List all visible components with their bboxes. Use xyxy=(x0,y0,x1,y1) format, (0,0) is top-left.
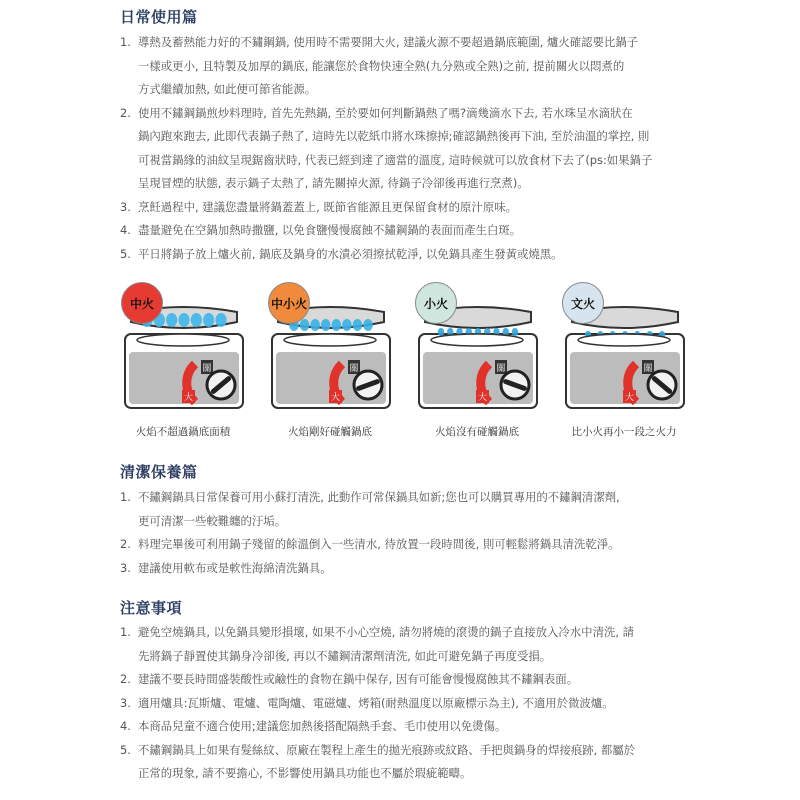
flame-level-badge: 文火 xyxy=(562,282,604,324)
item-text-line: 使用不鏽鋼鍋煎炒料理時, 首先先熱鍋, 至於要如何判斷鍋熱了嗎?滴幾滴水下去, 若水珠呈水滴狀在 xyxy=(138,105,633,120)
flame-caption: 火焰剛好碰觸鍋底 xyxy=(288,426,372,438)
item-number: 4. xyxy=(120,719,131,733)
flame-panel-simmer xyxy=(558,282,690,442)
item-text-line: 避免空燒鍋具, 以免鍋具變形損壞, 如果不小心空燒, 請勿將燒的滾燙的鍋子直接放入冷水中清洗, 請 xyxy=(138,625,634,639)
item-text-line: 不鏽鋼鍋具上如果有髮絲紋、原廠在製程上產生的拋光痕跡或紋路、手把與鍋身的焊接痕跡, 都屬於 xyxy=(138,742,636,757)
section-title-notes: 注意事項 xyxy=(120,599,183,617)
flame-caption: 比小火再小一段之火力 xyxy=(571,426,677,438)
flame-level-diagrams xyxy=(117,282,697,442)
knob-high-label: 大 xyxy=(477,393,488,403)
knob-high-label: 大 xyxy=(624,393,635,403)
item-number: 2. xyxy=(120,105,131,120)
list-item xyxy=(120,668,700,692)
flame-mark xyxy=(215,313,226,327)
item-text-line: 料理完畢後可利用鍋子殘留的餘溫倒入一些清水, 待放置一段時間後, 則可輕鬆將鍋具清洗乾淨。 xyxy=(138,537,620,551)
list-item xyxy=(120,219,700,243)
flame-mark xyxy=(512,328,518,336)
item-text-line: 烹飪過程中, 建議您盡量將鍋蓋蓋上, 既節省能源且更保留食材的原汁原味。 xyxy=(138,199,517,214)
flame-mark xyxy=(310,319,320,331)
daily-list xyxy=(120,31,700,266)
list-item xyxy=(120,486,700,533)
burner-ring xyxy=(284,334,376,346)
knob-off-label: 關 xyxy=(202,364,212,374)
burner-ring xyxy=(578,334,670,346)
flame-panel-medium-low xyxy=(264,282,396,442)
item-number: 2. xyxy=(120,672,131,686)
flame-caption: 火焰不超過鍋底面積 xyxy=(135,426,231,438)
item-number: 1. xyxy=(120,625,131,639)
item-number: 1. xyxy=(120,35,131,49)
item-text-line: 盡量避免在空鍋加熱時撒鹽, 以免食鹽慢慢腐蝕不鏽鋼鍋的表面而產生白斑。 xyxy=(138,223,522,237)
item-text-line: 建議使用軟布或是軟性海綿清洗鍋具。 xyxy=(138,560,332,575)
flame-mark xyxy=(300,319,310,331)
flame-mark xyxy=(331,319,341,331)
item-number: 3. xyxy=(120,695,131,710)
section-title-cleaning: 清潔保養篇 xyxy=(120,463,198,481)
item-text-line: 導熱及蓄熱能力好的不鏽鋼鍋, 使用時不需要開大火, 建議火源不要超過鍋底範圍, 爐火確認要比鍋子 xyxy=(138,35,639,49)
list-item xyxy=(120,739,700,786)
item-text-line: 先將鍋子靜置使其鍋身冷卻後, 再以不鏽鋼清潔劑清洗, 如此可避免鍋子再度受損。 xyxy=(138,648,552,663)
knob-off-label: 關 xyxy=(349,364,359,374)
item-number: 2. xyxy=(120,537,131,551)
item-number: 5. xyxy=(120,246,131,261)
list-item xyxy=(120,715,700,739)
item-text-line: 不鏽鋼鍋具日常保養可用小蘇打清洗, 此動作可常保鍋具如新;您也可以購買專用的不鏽鋼清潔劑, xyxy=(138,490,620,504)
item-text-line: 正常的現象, 請不要擔心, 不影響使用鍋具功能也不屬於瑕疵範疇。 xyxy=(138,766,472,780)
list-item xyxy=(120,533,700,557)
flame-caption: 火焰沒有碰觸鍋底 xyxy=(435,426,519,438)
item-text-line: 呈現冒煙的狀態, 表示鍋子太熱了, 請先關掉火源, 待鍋子冷卻後再進行烹煮)。 xyxy=(138,176,529,190)
item-text-line: 可視當鍋緣的油紋呈現鋸齒狀時, 代表已經到達了適當的溫度, 這時候就可以放食材下去了(ps:如果鍋子 xyxy=(138,152,653,167)
knob-off-label: 關 xyxy=(496,364,506,374)
flame-mark xyxy=(438,328,444,336)
item-number: 3. xyxy=(120,560,131,575)
flame-mark xyxy=(178,313,189,327)
knob-high-label: 大 xyxy=(183,393,194,403)
item-text-line: 鍋內跑來跑去, 此即代表鍋子熱了, 這時先以乾紙巾將水珠擦掉;確認鍋熱後再下油, 至於油溫的掌控, 則 xyxy=(138,129,650,143)
flame-mark xyxy=(203,313,214,327)
list-item xyxy=(120,621,700,668)
item-text-line: 適用爐具:瓦斯爐、電爐、電陶爐、電磁爐、烤箱(耐熱溫度以原廠標示為主), 不適用於微波爐。 xyxy=(138,695,614,710)
list-item xyxy=(120,243,700,267)
item-text-line: 一樣或更小, 且特製及加厚的鍋底, 能讓您於食物快速全熟(九分熟或全熟)之前, 提前關火以悶煮的 xyxy=(138,58,625,73)
knob-off-label: 關 xyxy=(643,364,653,374)
flame-level-badge: 小火 xyxy=(415,282,457,324)
item-number: 5. xyxy=(120,742,131,757)
list-item xyxy=(120,102,700,196)
item-number: 1. xyxy=(120,490,131,504)
item-text-line: 建議不要長時間盛裝酸性或鹼性的食物在鍋中保存, 因有可能會慢慢腐蝕其不鏽鋼表面。 xyxy=(138,672,579,686)
flame-mark xyxy=(342,319,352,331)
list-item xyxy=(120,196,700,220)
item-text-line: 本商品兒童不適合使用;建議您加熱後搭配隔熱手套、毛巾使用以免燙傷。 xyxy=(138,719,507,733)
flame-mark xyxy=(166,313,177,327)
list-item xyxy=(120,692,700,716)
flame-mark xyxy=(363,319,373,331)
list-item xyxy=(120,31,700,102)
item-text-line: 平日將鍋子放上爐火前, 鍋底及鍋身的水漬必須擦拭乾淨, 以免鍋具產生發黃或燒黑。 xyxy=(138,246,563,261)
list-item xyxy=(120,557,700,581)
flame-panel-high xyxy=(117,282,249,442)
flame-mark xyxy=(191,313,202,327)
flame-level-badge: 中小火 xyxy=(268,282,310,324)
section-title-daily: 日常使用篇 xyxy=(120,8,198,26)
item-number: 3. xyxy=(120,199,131,214)
item-text-line: 方式繼續加熱, 如此便可節省能源。 xyxy=(138,82,317,96)
item-number: 4. xyxy=(120,223,131,237)
flame-panel-low xyxy=(411,282,543,442)
flame-level-badge: 中火 xyxy=(121,282,163,324)
burner-ring xyxy=(431,334,523,346)
knob-high-label: 大 xyxy=(330,393,341,403)
burner-ring xyxy=(137,334,229,346)
flame-mark xyxy=(321,319,331,331)
cleaning-list xyxy=(120,486,700,580)
item-text-line: 更可清潔一些較難纏的汙垢。 xyxy=(138,513,287,528)
notes-list xyxy=(120,621,700,786)
flame-mark xyxy=(353,319,363,331)
